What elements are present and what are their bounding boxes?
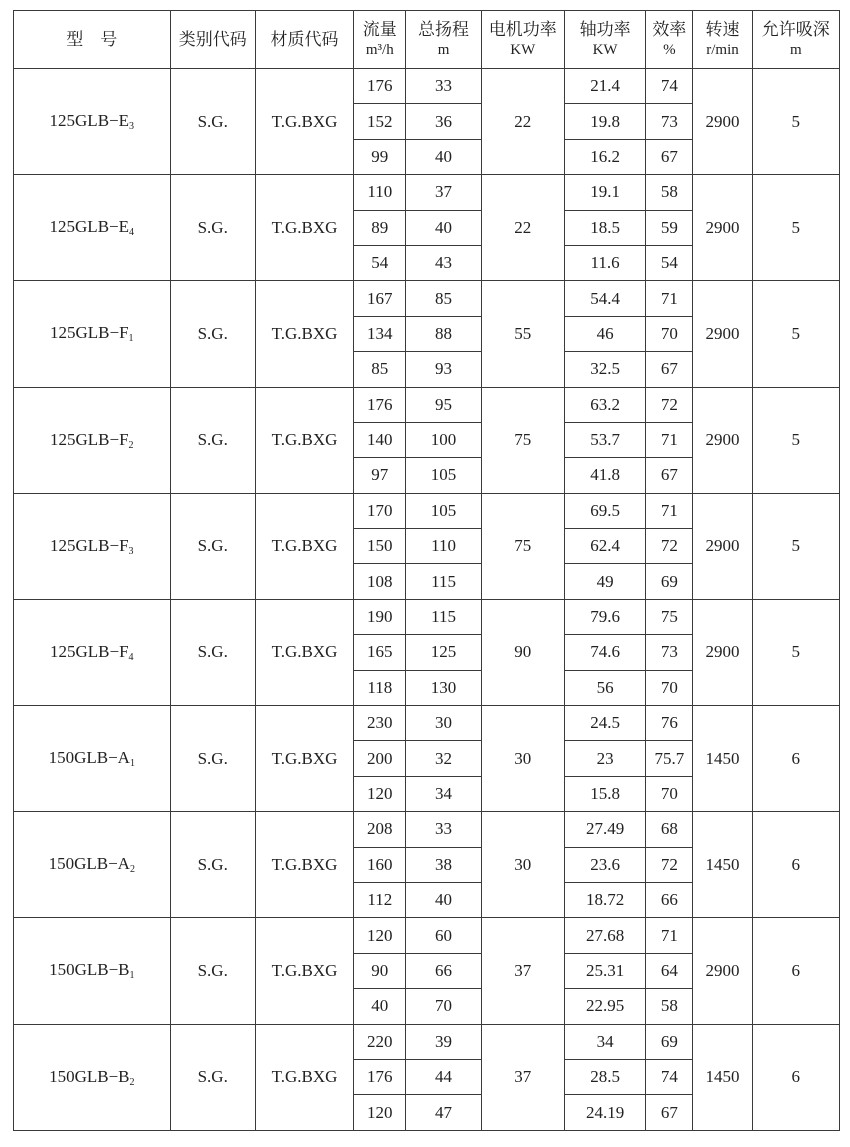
flow-cell: 108 — [354, 564, 406, 599]
head-cell: 33 — [406, 69, 481, 104]
flow-cell: 85 — [354, 352, 406, 387]
efficiency-cell: 67 — [646, 458, 693, 493]
model-subscript: 4 — [128, 651, 134, 663]
header-flow-unit: m³/h — [365, 41, 394, 58]
model-name: 125GLB−E — [49, 217, 130, 237]
head-cell: 40 — [406, 210, 481, 245]
flow-cell: 176 — [354, 1059, 406, 1094]
material-cell: T.G.BXG — [255, 1024, 353, 1130]
table-row — [14, 918, 840, 953]
model-cell — [14, 1024, 171, 1130]
efficiency-cell: 70 — [646, 670, 693, 705]
flow-cell: 176 — [354, 387, 406, 422]
header-motor-power-unit: KW — [510, 41, 536, 58]
shaft-power-cell: 11.6 — [564, 245, 645, 280]
shaft-power-cell: 22.95 — [564, 989, 645, 1024]
npsh-cell: 6 — [752, 812, 839, 918]
head-cell: 33 — [406, 812, 481, 847]
flow-cell: 140 — [354, 422, 406, 457]
header-efficiency-name: 效率 — [652, 19, 687, 39]
category-cell: S.G. — [170, 281, 255, 387]
model-subscript: 2 — [129, 864, 135, 876]
header-shaft-power-name: 轴功率 — [579, 19, 631, 39]
efficiency-cell: 71 — [646, 918, 693, 953]
speed-cell: 2900 — [693, 387, 752, 493]
speed-cell: 2900 — [693, 918, 752, 1024]
category-cell: S.G. — [170, 706, 255, 812]
motor-power-cell: 75 — [481, 493, 564, 599]
shaft-power-cell: 28.5 — [564, 1059, 645, 1094]
model-subscript: 2 — [128, 439, 134, 451]
category-cell: S.G. — [170, 599, 255, 705]
category-cell: S.G. — [170, 387, 255, 493]
shaft-power-cell: 62.4 — [564, 529, 645, 564]
model-name: 150GLB−A — [48, 748, 130, 768]
efficiency-cell: 58 — [646, 989, 693, 1024]
table-row — [14, 812, 840, 847]
header-category: 类别代码 — [170, 11, 255, 69]
flow-cell: 165 — [354, 635, 406, 670]
shaft-power-cell: 54.4 — [564, 281, 645, 316]
flow-cell: 152 — [354, 104, 406, 139]
flow-cell: 230 — [354, 706, 406, 741]
model-cell — [14, 599, 171, 705]
header-npsh-name: 允许吸深 — [761, 19, 830, 39]
header-model: 型 号 — [14, 11, 171, 69]
shaft-power-cell: 18.72 — [564, 882, 645, 917]
efficiency-cell: 64 — [646, 953, 693, 988]
head-cell: 66 — [406, 953, 481, 988]
head-cell: 85 — [406, 281, 481, 316]
model-name: 150GLB−B — [49, 960, 130, 980]
shaft-power-cell: 24.5 — [564, 706, 645, 741]
speed-cell: 2900 — [693, 175, 752, 281]
model-cell — [14, 69, 171, 175]
category-cell: S.G. — [170, 175, 255, 281]
flow-cell: 160 — [354, 847, 406, 882]
efficiency-cell: 54 — [646, 245, 693, 280]
model-cell — [14, 175, 171, 281]
efficiency-cell: 66 — [646, 882, 693, 917]
motor-power-cell: 75 — [481, 387, 564, 493]
head-cell: 32 — [406, 741, 481, 776]
model-cell — [14, 706, 171, 812]
category-cell: S.G. — [170, 493, 255, 599]
head-cell: 115 — [406, 599, 481, 634]
material-cell: T.G.BXG — [255, 387, 353, 493]
table-row — [14, 69, 840, 104]
head-cell: 105 — [406, 493, 481, 528]
efficiency-cell: 71 — [646, 422, 693, 457]
npsh-cell: 5 — [752, 69, 839, 175]
flow-cell: 200 — [354, 741, 406, 776]
flow-cell: 118 — [354, 670, 406, 705]
efficiency-cell: 71 — [646, 493, 693, 528]
header-shaft-power-unit: KW — [592, 41, 618, 58]
npsh-cell: 6 — [752, 1024, 839, 1130]
head-cell: 47 — [406, 1095, 481, 1130]
table-row — [14, 706, 840, 741]
model-cell — [14, 281, 171, 387]
model-name: 150GLB−A — [48, 854, 130, 874]
efficiency-cell: 75.7 — [646, 741, 693, 776]
head-cell: 60 — [406, 918, 481, 953]
header-shaft-power — [564, 11, 645, 69]
flow-cell: 170 — [354, 493, 406, 528]
flow-cell: 176 — [354, 69, 406, 104]
shaft-power-cell: 69.5 — [564, 493, 645, 528]
efficiency-cell: 74 — [646, 1059, 693, 1094]
flow-cell: 120 — [354, 918, 406, 953]
model-subscript: 3 — [129, 121, 135, 133]
npsh-cell: 6 — [752, 706, 839, 812]
head-cell: 30 — [406, 706, 481, 741]
efficiency-cell: 59 — [646, 210, 693, 245]
header-flow — [354, 11, 406, 69]
efficiency-cell: 58 — [646, 175, 693, 210]
shaft-power-cell: 74.6 — [564, 635, 645, 670]
head-cell: 100 — [406, 422, 481, 457]
head-cell: 44 — [406, 1059, 481, 1094]
header-head-unit: m — [437, 41, 450, 58]
head-cell: 40 — [406, 139, 481, 174]
shaft-power-cell: 34 — [564, 1024, 645, 1059]
header-npsh-unit: m — [789, 41, 802, 58]
head-cell: 40 — [406, 882, 481, 917]
shaft-power-cell: 18.5 — [564, 210, 645, 245]
npsh-cell: 5 — [752, 387, 839, 493]
flow-cell: 134 — [354, 316, 406, 351]
npsh-cell: 5 — [752, 599, 839, 705]
table-row — [14, 175, 840, 210]
efficiency-cell: 73 — [646, 104, 693, 139]
efficiency-cell: 69 — [646, 1024, 693, 1059]
shaft-power-cell: 21.4 — [564, 69, 645, 104]
head-cell: 125 — [406, 635, 481, 670]
efficiency-cell: 67 — [646, 352, 693, 387]
material-cell: T.G.BXG — [255, 493, 353, 599]
shaft-power-cell: 63.2 — [564, 387, 645, 422]
head-cell: 105 — [406, 458, 481, 493]
npsh-cell: 6 — [752, 918, 839, 1024]
shaft-power-cell: 27.68 — [564, 918, 645, 953]
efficiency-cell: 69 — [646, 564, 693, 599]
efficiency-cell: 70 — [646, 316, 693, 351]
efficiency-cell: 70 — [646, 776, 693, 811]
flow-cell: 110 — [354, 175, 406, 210]
model-cell — [14, 493, 171, 599]
header-speed-unit: r/min — [706, 41, 739, 58]
model-subscript: 2 — [129, 1076, 135, 1088]
shaft-power-cell: 27.49 — [564, 812, 645, 847]
head-cell: 39 — [406, 1024, 481, 1059]
npsh-cell: 5 — [752, 175, 839, 281]
shaft-power-cell: 19.1 — [564, 175, 645, 210]
shaft-power-cell: 49 — [564, 564, 645, 599]
category-cell: S.G. — [170, 812, 255, 918]
motor-power-cell: 55 — [481, 281, 564, 387]
efficiency-cell: 71 — [646, 281, 693, 316]
header-efficiency-unit: % — [663, 41, 676, 58]
model-cell — [14, 918, 171, 1024]
header-efficiency — [646, 11, 693, 69]
efficiency-cell: 68 — [646, 812, 693, 847]
model-name: 125GLB−F — [50, 641, 129, 661]
category-cell: S.G. — [170, 918, 255, 1024]
shaft-power-cell: 19.8 — [564, 104, 645, 139]
efficiency-cell: 72 — [646, 529, 693, 564]
table-body — [14, 69, 840, 1131]
head-cell: 38 — [406, 847, 481, 882]
shaft-power-cell: 56 — [564, 670, 645, 705]
flow-cell: 208 — [354, 812, 406, 847]
shaft-power-cell: 53.7 — [564, 422, 645, 457]
material-cell: T.G.BXG — [255, 175, 353, 281]
head-cell: 34 — [406, 776, 481, 811]
model-cell — [14, 812, 171, 918]
model-subscript: 4 — [129, 227, 135, 239]
shaft-power-cell: 23 — [564, 741, 645, 776]
shaft-power-cell: 23.6 — [564, 847, 645, 882]
efficiency-cell: 74 — [646, 69, 693, 104]
pump-performance-table — [13, 10, 840, 1131]
motor-power-cell: 22 — [481, 69, 564, 175]
shaft-power-cell: 15.8 — [564, 776, 645, 811]
efficiency-cell: 73 — [646, 635, 693, 670]
head-cell: 36 — [406, 104, 481, 139]
shaft-power-cell: 46 — [564, 316, 645, 351]
flow-cell: 89 — [354, 210, 406, 245]
efficiency-cell: 75 — [646, 599, 693, 634]
efficiency-cell: 67 — [646, 139, 693, 174]
speed-cell: 1450 — [693, 706, 752, 812]
speed-cell: 1450 — [693, 1024, 752, 1130]
flow-cell: 150 — [354, 529, 406, 564]
category-cell: S.G. — [170, 1024, 255, 1130]
material-cell: T.G.BXG — [255, 599, 353, 705]
shaft-power-cell: 25.31 — [564, 953, 645, 988]
shaft-power-cell: 79.6 — [564, 599, 645, 634]
header-speed — [693, 11, 752, 69]
efficiency-cell: 76 — [646, 706, 693, 741]
header-motor-power-name: 电机功率 — [488, 19, 557, 39]
table-row — [14, 493, 840, 528]
model-name: 125GLB−F — [50, 535, 129, 555]
header-speed-name: 转速 — [705, 19, 740, 39]
header-motor-power — [481, 11, 564, 69]
material-cell: T.G.BXG — [255, 706, 353, 812]
shaft-power-cell: 32.5 — [564, 352, 645, 387]
flow-cell: 54 — [354, 245, 406, 280]
speed-cell: 2900 — [693, 493, 752, 599]
model-cell — [14, 387, 171, 493]
model-name: 125GLB−F — [50, 429, 129, 449]
npsh-cell: 5 — [752, 281, 839, 387]
motor-power-cell: 22 — [481, 175, 564, 281]
shaft-power-cell: 16.2 — [564, 139, 645, 174]
header-head — [406, 11, 481, 69]
table-row — [14, 1024, 840, 1059]
flow-cell: 112 — [354, 882, 406, 917]
head-cell: 70 — [406, 989, 481, 1024]
speed-cell: 2900 — [693, 599, 752, 705]
efficiency-cell: 72 — [646, 387, 693, 422]
flow-cell: 40 — [354, 989, 406, 1024]
head-cell: 130 — [406, 670, 481, 705]
flow-cell: 120 — [354, 1095, 406, 1130]
motor-power-cell: 37 — [481, 1024, 564, 1130]
flow-cell: 120 — [354, 776, 406, 811]
motor-power-cell: 30 — [481, 812, 564, 918]
head-cell: 88 — [406, 316, 481, 351]
material-cell: T.G.BXG — [255, 918, 353, 1024]
head-cell: 37 — [406, 175, 481, 210]
motor-power-cell: 90 — [481, 599, 564, 705]
table-row — [14, 599, 840, 634]
head-cell: 115 — [406, 564, 481, 599]
table-row — [14, 387, 840, 422]
flow-cell: 167 — [354, 281, 406, 316]
material-cell: T.G.BXG — [255, 69, 353, 175]
speed-cell: 1450 — [693, 812, 752, 918]
model-subscript: 3 — [128, 545, 134, 557]
head-cell: 110 — [406, 529, 481, 564]
model-subscript: 1 — [129, 758, 135, 770]
shaft-power-cell: 41.8 — [564, 458, 645, 493]
model-name: 125GLB−E — [49, 111, 130, 131]
npsh-cell: 5 — [752, 493, 839, 599]
header-flow-name: 流量 — [362, 19, 397, 39]
category-cell: S.G. — [170, 69, 255, 175]
header-head-name: 总扬程 — [418, 19, 470, 39]
model-name: 150GLB−B — [49, 1066, 130, 1086]
model-name: 125GLB−F — [50, 323, 129, 343]
header-material: 材质代码 — [255, 11, 353, 69]
motor-power-cell: 30 — [481, 706, 564, 812]
efficiency-cell: 72 — [646, 847, 693, 882]
motor-power-cell: 37 — [481, 918, 564, 1024]
flow-cell: 90 — [354, 953, 406, 988]
header-row — [14, 11, 840, 69]
model-subscript: 1 — [128, 333, 134, 345]
shaft-power-cell: 24.19 — [564, 1095, 645, 1130]
speed-cell: 2900 — [693, 69, 752, 175]
material-cell: T.G.BXG — [255, 812, 353, 918]
flow-cell: 190 — [354, 599, 406, 634]
head-cell: 93 — [406, 352, 481, 387]
speed-cell: 2900 — [693, 281, 752, 387]
table-row — [14, 281, 840, 316]
model-subscript: 1 — [129, 970, 135, 982]
head-cell: 43 — [406, 245, 481, 280]
material-cell: T.G.BXG — [255, 281, 353, 387]
efficiency-cell: 67 — [646, 1095, 693, 1130]
flow-cell: 97 — [354, 458, 406, 493]
header-npsh — [752, 11, 839, 69]
flow-cell: 99 — [354, 139, 406, 174]
head-cell: 95 — [406, 387, 481, 422]
flow-cell: 220 — [354, 1024, 406, 1059]
